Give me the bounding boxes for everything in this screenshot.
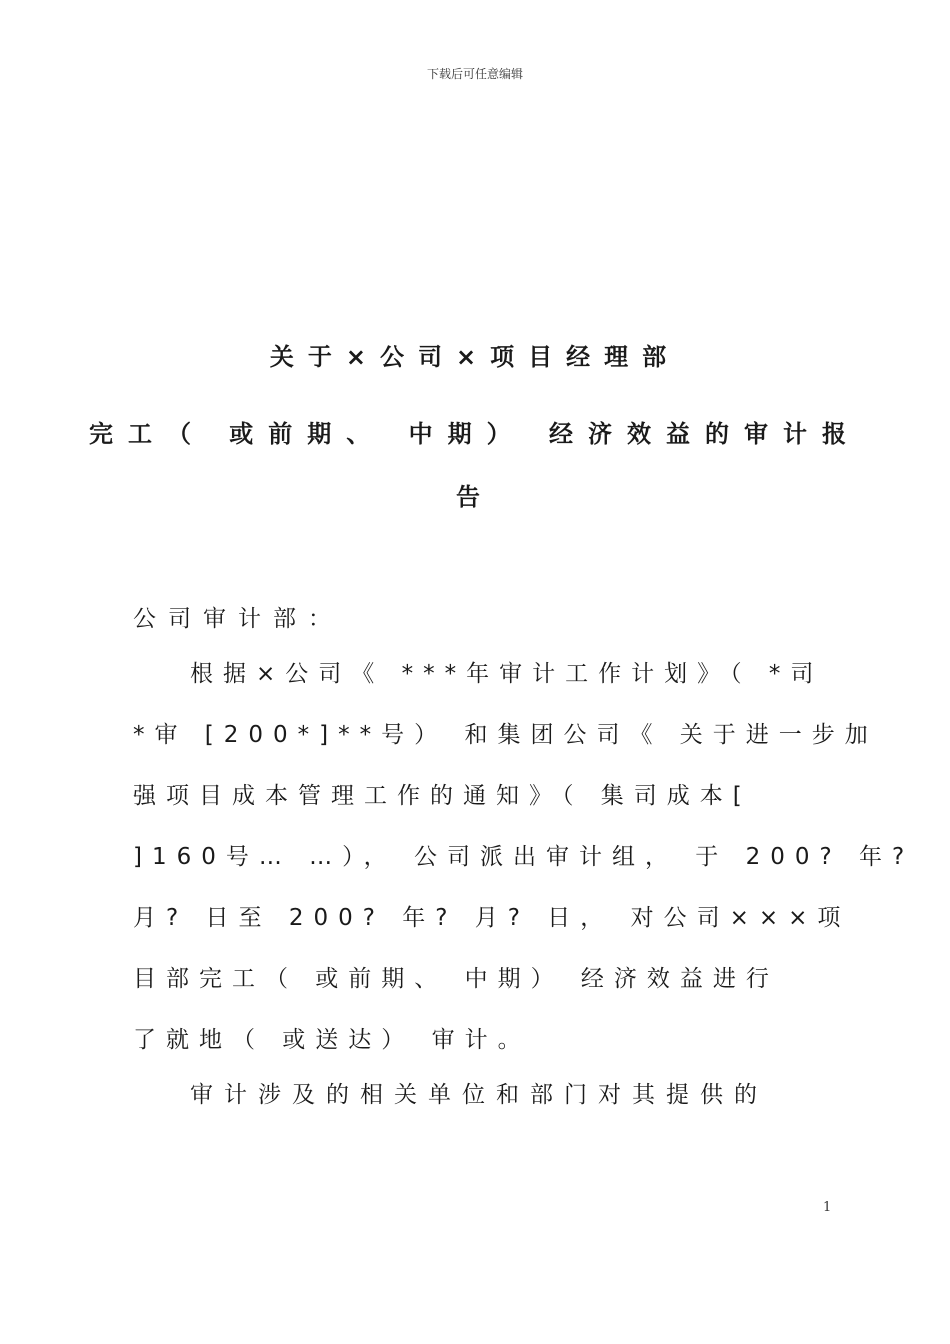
body-line-5: 月? 日至 200? 年? 月? 日， 对公司×××项 — [133, 905, 851, 931]
page-number: 1 — [823, 1200, 832, 1215]
body-line-8: 审计涉及的相关单位和部门对其提供的 — [190, 1082, 768, 1108]
document-title-line-1: 关于×公司×项目经理部 — [269, 343, 681, 371]
document-title-line-2: 完工（ 或前期、 中期） 经济效益的审计报 — [88, 420, 862, 448]
salutation: 公司审计部： — [133, 606, 343, 632]
page-header-note: 下载后可任意编辑 — [426, 67, 523, 81]
body-line-7: 了就地（ 或送达） 审计。 — [133, 1027, 531, 1053]
body-line-2: *审 [200*]**号） 和集团公司《 关于进一步加 — [133, 722, 878, 748]
body-line-6: 目部完工（ 或前期、 中期） 经济效益进行 — [133, 966, 779, 992]
body-line-4: ]160号… …）， 公司派出审计组， 于 200? 年? — [133, 844, 915, 870]
body-line-1: 根据×公司《 ***年审计工作计划》（ *司 — [190, 661, 824, 687]
body-line-3: 强项目成本管理工作的通知》（ 集司成本[ — [133, 783, 752, 809]
document-title-line-3: 告 — [456, 483, 494, 511]
